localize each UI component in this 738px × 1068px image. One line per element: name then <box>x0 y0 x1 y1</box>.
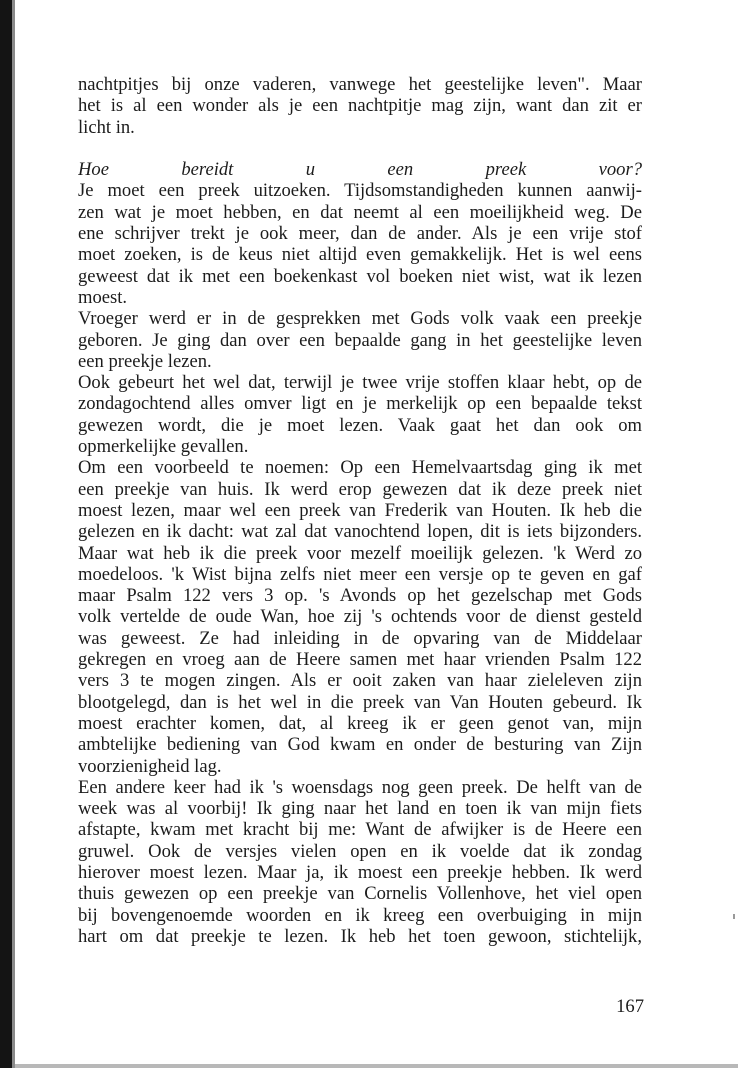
text-line: afstapte, kwam met kracht bij me: Want de afwijker is de Heere een <box>78 819 642 841</box>
text-line: moet zoeken, is de keus niet altijd even gemakkelijk. Het is wel eens <box>78 244 642 266</box>
text-line: blootgelegd, dan is het wel in die preek van Van Houten gebeurd. Ik <box>78 691 642 713</box>
text-line: thuis gewezen op een preekje van Cornelis Vollenhove, het viel open <box>78 883 642 905</box>
paragraph-gap <box>78 138 642 159</box>
text-line: moest. <box>78 286 128 308</box>
text-line: Maar wat heb ik die preek voor mezelf moeilijk gelezen. 'k Werd zo <box>78 542 642 564</box>
scan-binding-shadow <box>0 0 12 1068</box>
text-line: ene schrijver trekt je ook meer, dan de ander. Als je een vrije stof <box>78 223 642 245</box>
text-line: een preekje lezen. <box>78 350 212 372</box>
text-line: licht in. <box>78 116 135 138</box>
text-line: Je moet een preek uitzoeken. Tijdsomstandigheden kunnen aanwij- <box>78 180 642 202</box>
text-line: opmerkelijke gevallen. <box>78 436 249 458</box>
text-line: voorzienigheid lag. <box>78 755 222 777</box>
text-line: Ook gebeurt het wel dat, terwijl je twee vrije stoffen klaar hebt, op de <box>78 372 642 394</box>
page-number: 167 <box>616 996 644 1017</box>
text-line: moest erachter komen, dat, al kreeg ik er geen genot van, mijn <box>78 712 642 734</box>
text-line: hierover moest lezen. Maar ja, ik moest een preekje hebben. Ik werd <box>78 861 642 883</box>
text-line: zondagochtend alles omver ligt en je merkelijk op een bepaalde tekst <box>78 393 642 415</box>
scan-binding-edge <box>12 0 15 1068</box>
text-line: gewezen wordt, die je moet lezen. Vaak gaat het dan ook om <box>78 414 642 436</box>
text-line: Een andere keer had ik 's woensdags nog geen preek. De helft van de <box>78 776 642 798</box>
text-line: maar Psalm 122 vers 3 op. 's Avonds op het gezelschap met Gods <box>78 585 642 607</box>
text-line: nachtpitjes bij onze vaderen, vanwege het geestelijke leven". Maar <box>78 74 642 95</box>
text-line: een preekje van huis. Ik werd erop gewezen dat ik deze preek niet <box>78 478 642 500</box>
text-line: bij bovengenoemde woorden en ik kreeg een overbuiging in mijn <box>78 904 642 926</box>
text-line: gruwel. Ook de versjes vielen open en ik voelde dat ik zondag <box>78 840 642 862</box>
text-line: vers 3 te mogen zingen. Als er ooit zaken van haar zieleleven zijn <box>78 670 642 692</box>
text-line: zen wat je moet hebben, en dat neemt al een moeilijkheid weg. De <box>78 201 642 223</box>
body-text <box>78 74 642 947</box>
scan-speck <box>733 914 735 919</box>
text-line: ambtelijke bediening van God kwam en onder de besturing van Zijn <box>78 734 642 756</box>
text-line: het is al een wonder als je een nachtpitje mag zijn, want dan zit er <box>78 95 642 117</box>
text-line: gelezen en ik dacht: wat zal dat vanochtend lopen, dit is iets bijzonders. <box>78 521 642 543</box>
text-line: volk vertelde de oude Wan, hoe zij 's ochtends voor de dienst gesteld <box>78 606 642 628</box>
text-line: moedeloos. 'k Wist bijna zelfs niet meer een versje op te geven en gaf <box>78 563 642 585</box>
text-line: Om een voorbeeld te noemen: Op een Hemelvaartsdag ging ik met <box>78 457 642 479</box>
text-line: gekregen en vroeg aan de Heere samen met haar vrienden Psalm 122 <box>78 649 642 671</box>
text-line: moest lezen, maar wel een preek van Frederik van Houten. Ik heb die <box>78 499 642 521</box>
text-line: hart om dat preekje te lezen. Ik heb het toen gewoon, stichtelijk, <box>78 925 642 947</box>
text-line: geweest dat ik met een boekenkast vol boeken niet wist, wat ik lezen <box>78 265 642 287</box>
question-heading: Hoe bereidt u een preek voor? <box>78 159 642 181</box>
text-line: geboren. Je ging dan over een bepaalde gang in het geestelijke leven <box>78 329 642 351</box>
text-line: was geweest. Ze had inleiding in de opvaring van de Middelaar <box>78 627 642 649</box>
text-line: week was al voorbij! Ik ging naar het land en toen ik van mijn fiets <box>78 798 642 820</box>
scan-bottom-edge <box>15 1064 738 1068</box>
text-line: Vroeger werd er in de gesprekken met Gods volk vaak een preekje <box>78 308 642 330</box>
